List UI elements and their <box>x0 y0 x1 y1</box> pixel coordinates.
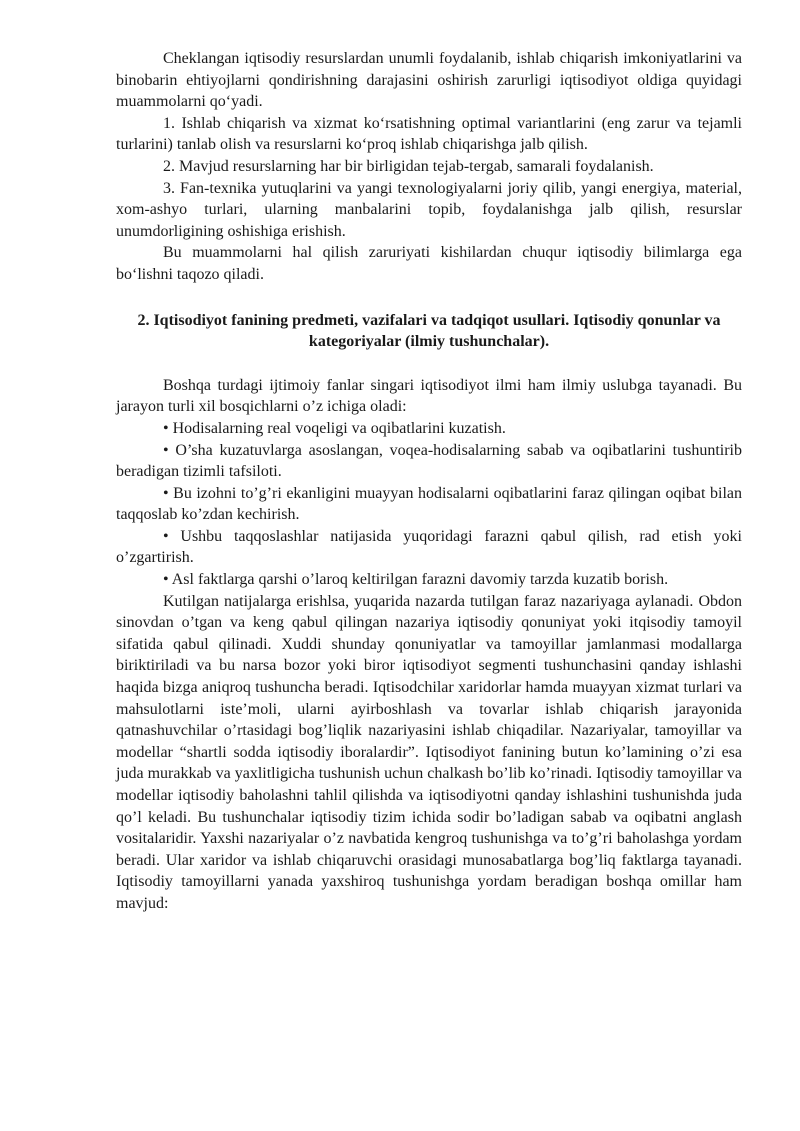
bullet-item: • Bu izohni to’g’ri ekanligini muayyan hodisalarni oqibatlarini faraz qilingan oqibat bilan taqqoslab ko’zdan kechirish. <box>116 484 742 524</box>
intro-conclusion-paragraph: Bu muammolarni hal qilish zaruriyati kishilardan chuqur iqtisodiy bilimlarga ega bo‘lishni taqozo qiladi. <box>116 244 742 283</box>
list-item-3: 3. Fan-texnika yutuqlarini va yangi texnologiyalarni joriy qilib, yangi energiya, material, xom-ashyo turlari, ularning manbalarini topib, foydalanishga jalb qilish, resurslar unumdorligining oshishiga erishish. <box>116 179 742 240</box>
section-intro-paragraph: Boshqa turdagi ijtimoiy fanlar singari iqtisodiyot ilmi ham ilmiy uslubga tayanadi. Bu jarayon turli xil bosqichlarni o’z ichiga oladi: <box>116 376 742 416</box>
section-heading: 2. Iqtisodiyot fanining predmeti, vazifalari va tadqiqot usullari. Iqtisodiy qonunlar va kategoriyalar (ilmiy tushunchalar). <box>137 311 721 351</box>
list-item-1: 1. Ishlab chiqarish va xizmat ko‘rsatishning optimal variantlarini (eng zarur va tejamli turlarini) tanlab olish va resurslarni ko‘proq ishlab chiqarishga jalb qilish. <box>116 114 742 154</box>
intro-paragraph: Cheklangan iqtisodiy resurslardan unumli foydalanib, ishlab chiqarish imkoniyatlarini va binobarin ehtiyojlarni qondirishning darajasini oshirish zarurligi iqtisodiyot oldiga quyidagi muammolarni qo‘yadi. <box>116 50 742 111</box>
bullet-item: • Ushbu taqqoslashlar natijasida yuqoridagi farazni qabul qilish, rad etish yoki o’zgartirish. <box>116 527 742 567</box>
list-item-2: 2. Mavjud resurslarning har bir birligidan tejab-tergab, samarali foydalanish. <box>163 157 654 175</box>
document-page <box>116 48 742 915</box>
bullet-item: • Hodisalarning real voqeligi va oqibatlarini kuzatish. <box>163 419 506 437</box>
bullet-item: • O’sha kuzatuvlarga asoslangan, voqea-hodisalarning sabab va oqibatlarini tushuntirib beradigan tizimli tafsiloti. <box>116 441 742 481</box>
body-paragraph: Kutilgan natijalarga erishlsa, yuqarida nazarda tutilgan faraz nazariyaga aylanadi. Obdon sinovdan o’tgan va keng qabul qilingan nazariya iqtisodiy qonuniyat yoki itqisodiy tamoyil sifatida qabul qilinadi. Xuddi shunday qonuniyatlar va tamoyillar jamlanmasi modallarga biriktiriladi va bu narsa bozor yoki biror iqtisodiyot segmenti tushunchasini qanday ishlashi haqida bizga aniqroq tushuncha beradi. Iqtisodchilar xaridorlar hamda muayyan xizmat turlari va mahsulotlarni iste’moli, ularni ayirboshlash va tovarlar ishlab chiqarish jarayonida qatnashuvchilar o’rtasidagi bog’liqlik nazariyasini ishlab chiqadilar. Nazariyalar, tamoyillar va modellar “shartli sodda iqtisodiy iboralardir”. Iqtisodiyot fanining butun ko’lamining o’zi esa juda murakkab va yaxlitligicha tushunish uchun chalkash bo’lib ko’rinadi. Iqtisodiy tamoyillar va modellar iqtisodiy baholashni tahlil qilishda va iqtisodiyotni qanday ishlashini tushunishda juda qo’l keladi. Bu tushunchalar iqtisodiy tizim ichida sodir bo’ladigan sabab va oqibatni anglash vositalaridir. Yaxshi nazariyalar o’z navbatida kengroq tushunishga va to’g’ri baholashga yordam beradi. Ular xaridor va ishlab chiqaruvchi orasidagi munosabatlarga bog’liq faktlarga tayanadi. Iqtisodiy tamoyillarni yanada yaxshiroq tushunishga yordam beradigan boshqa omillar ham mavjud: <box>116 592 742 912</box>
bullet-item: • Asl faktlarga qarshi o’laroq keltirilgan farazni davomiy tarzda kuzatib borish. <box>163 571 669 589</box>
